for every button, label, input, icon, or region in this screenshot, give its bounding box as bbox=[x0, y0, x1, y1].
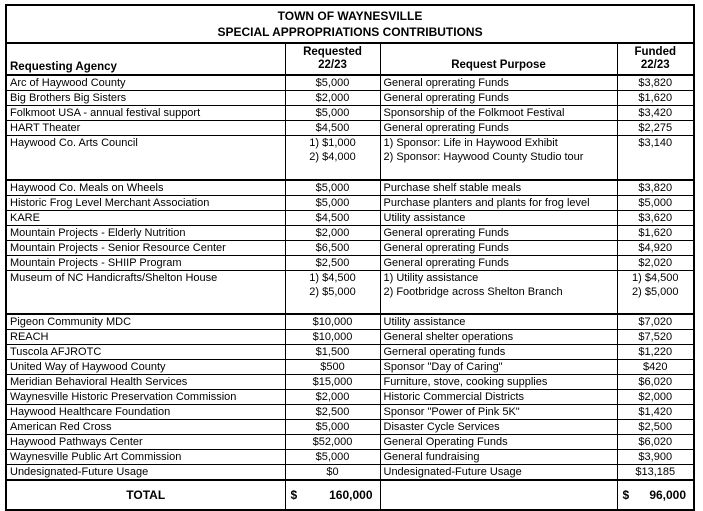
agency-cell: Undesignated-Future Usage bbox=[6, 465, 285, 481]
purpose-cell: Gerneral operating funds bbox=[380, 345, 617, 360]
total-label: TOTAL bbox=[6, 480, 285, 510]
table-header-row bbox=[6, 43, 694, 75]
funded-cell: $3,820 bbox=[617, 180, 694, 196]
purpose-cell: General Operating Funds bbox=[380, 435, 617, 450]
purpose-cell: Sponsor "Power of Pink 5K" bbox=[380, 405, 617, 420]
funded-cell: $1,620 bbox=[617, 91, 694, 106]
funded-cell: $3,140 bbox=[617, 136, 694, 180]
table-row bbox=[6, 75, 694, 91]
total-purpose-cell-empty bbox=[380, 480, 617, 510]
funded-cell: $2,275 bbox=[617, 121, 694, 136]
purpose-cell: Sponsorship of the Folkmoot Festival bbox=[380, 106, 617, 121]
funded-cell: $3,620 bbox=[617, 210, 694, 225]
requested-cell: $5,000 bbox=[285, 106, 380, 121]
requested-cell: $5,000 bbox=[285, 180, 380, 196]
total-row bbox=[6, 480, 694, 510]
agency-cell: Meridian Behavioral Health Services bbox=[6, 375, 285, 390]
table-body bbox=[6, 75, 694, 480]
purpose-cell: Purchase shelf stable meals bbox=[380, 180, 617, 196]
table-row bbox=[6, 405, 694, 420]
table-row bbox=[6, 210, 694, 225]
purpose-cell: Undesignated-Future Usage bbox=[380, 465, 617, 481]
purpose-cell: Sponsor "Day of Caring" bbox=[380, 360, 617, 375]
requested-cell: 1) $4,500 2) $5,000 bbox=[285, 270, 380, 314]
requested-cell: $5,000 bbox=[285, 420, 380, 435]
funded-cell: $3,900 bbox=[617, 450, 694, 465]
funded-cell: $1,620 bbox=[617, 225, 694, 240]
funded-cell: $6,020 bbox=[617, 435, 694, 450]
agency-cell: Museum of NC Handicrafts/Shelton House bbox=[6, 270, 285, 314]
header-requesting-agency: Requesting Agency bbox=[6, 43, 285, 75]
table-row bbox=[6, 255, 694, 270]
requested-cell: $2,000 bbox=[285, 225, 380, 240]
purpose-cell: 1) Utility assistance 2) Footbridge across Shelton Branch bbox=[380, 270, 617, 314]
requested-cell: $2,500 bbox=[285, 405, 380, 420]
purpose-cell: General oprerating Funds bbox=[380, 225, 617, 240]
header-requested: Requested 22/23 bbox=[285, 43, 380, 75]
purpose-cell: Furniture, stove, cooking supplies bbox=[380, 375, 617, 390]
requested-cell: $2,000 bbox=[285, 390, 380, 405]
requested-cell: 1) $1,000 2) $4,000 bbox=[285, 136, 380, 180]
funded-cell: $13,185 bbox=[617, 465, 694, 481]
total-requested-currency: $ bbox=[290, 488, 298, 502]
table-row bbox=[6, 330, 694, 345]
title-line-2: SPECIAL APPROPRIATIONS CONTRIBUTIONS bbox=[217, 25, 483, 39]
agency-cell: Haywood Co. Meals on Wheels bbox=[6, 180, 285, 196]
purpose-cell: Disaster Cycle Services bbox=[380, 420, 617, 435]
agency-cell: Tuscola AFJROTC bbox=[6, 345, 285, 360]
table-row bbox=[6, 91, 694, 106]
agency-cell: Haywood Pathways Center bbox=[6, 435, 285, 450]
table-row bbox=[6, 180, 694, 196]
table-row bbox=[6, 195, 694, 210]
purpose-cell: Purchase planters and plants for frog level bbox=[380, 195, 617, 210]
table-row bbox=[6, 225, 694, 240]
funded-cell: $1,220 bbox=[617, 345, 694, 360]
table-row bbox=[6, 450, 694, 465]
table-row bbox=[6, 390, 694, 405]
agency-cell: HART Theater bbox=[6, 121, 285, 136]
table-row bbox=[6, 121, 694, 136]
table-row bbox=[6, 240, 694, 255]
funded-cell: $2,000 bbox=[617, 390, 694, 405]
funded-cell: $5,000 bbox=[617, 195, 694, 210]
requested-cell: $1,500 bbox=[285, 345, 380, 360]
purpose-cell: Utility assistance bbox=[380, 210, 617, 225]
funded-cell: $3,420 bbox=[617, 106, 694, 121]
table-row bbox=[6, 345, 694, 360]
requested-cell: $10,000 bbox=[285, 314, 380, 330]
agency-cell: Waynesville Historic Preservation Commission bbox=[6, 390, 285, 405]
table-row bbox=[6, 106, 694, 121]
requested-cell: $2,000 bbox=[285, 91, 380, 106]
appropriations-table-wrap bbox=[5, 4, 693, 511]
table-row bbox=[6, 360, 694, 375]
requested-cell: $2,500 bbox=[285, 255, 380, 270]
agency-cell: American Red Cross bbox=[6, 420, 285, 435]
agency-cell: United Way of Haywood County bbox=[6, 360, 285, 375]
purpose-cell: Utility assistance bbox=[380, 314, 617, 330]
requested-cell: $15,000 bbox=[285, 375, 380, 390]
requested-cell: $500 bbox=[285, 360, 380, 375]
purpose-cell: Historic Commercial Districts bbox=[380, 390, 617, 405]
header-request-purpose: Request Purpose bbox=[380, 43, 617, 75]
agency-cell: Historic Frog Level Merchant Association bbox=[6, 195, 285, 210]
funded-cell: $6,020 bbox=[617, 375, 694, 390]
agency-cell: Folkmoot USA - annual festival support bbox=[6, 106, 285, 121]
requested-cell: $0 bbox=[285, 465, 380, 481]
total-funded-currency: $ bbox=[622, 488, 630, 502]
total-funded-amount: 96,000 bbox=[649, 488, 687, 502]
agency-cell: Big Brothers Big Sisters bbox=[6, 91, 285, 106]
requested-cell: $5,000 bbox=[285, 195, 380, 210]
purpose-cell: General fundraising bbox=[380, 450, 617, 465]
agency-cell: REACH bbox=[6, 330, 285, 345]
funded-cell: $1,420 bbox=[617, 405, 694, 420]
purpose-cell: General oprerating Funds bbox=[380, 240, 617, 255]
requested-cell: $10,000 bbox=[285, 330, 380, 345]
requested-cell: $4,500 bbox=[285, 121, 380, 136]
table-row bbox=[6, 314, 694, 330]
funded-cell: 1) $4,500 2) $5,000 bbox=[617, 270, 694, 314]
requested-cell: $5,000 bbox=[285, 75, 380, 91]
requested-cell: $5,000 bbox=[285, 450, 380, 465]
funded-cell: $2,020 bbox=[617, 255, 694, 270]
purpose-cell: General oprerating Funds bbox=[380, 255, 617, 270]
funded-cell: $7,020 bbox=[617, 314, 694, 330]
agency-cell: KARE bbox=[6, 210, 285, 225]
table-row bbox=[6, 435, 694, 450]
header-funded: Funded 22/23 bbox=[617, 43, 694, 75]
requested-cell: $6,500 bbox=[285, 240, 380, 255]
agency-cell: Waynesville Public Art Commission bbox=[6, 450, 285, 465]
table-row bbox=[6, 136, 694, 180]
total-requested-amount: 160,000 bbox=[329, 488, 373, 502]
purpose-cell: General oprerating Funds bbox=[380, 75, 617, 91]
agency-cell: Mountain Projects - Elderly Nutrition bbox=[6, 225, 285, 240]
funded-cell: $7,520 bbox=[617, 330, 694, 345]
table-title bbox=[6, 5, 694, 43]
funded-cell: $2,500 bbox=[617, 420, 694, 435]
title-line-1: TOWN OF WAYNESVILLE bbox=[277, 9, 423, 23]
agency-cell: Pigeon Community MDC bbox=[6, 314, 285, 330]
total-requested-cell bbox=[285, 480, 380, 510]
total-funded-cell bbox=[617, 480, 694, 510]
funded-cell: $420 bbox=[617, 360, 694, 375]
table-row bbox=[6, 270, 694, 314]
requested-cell: $52,000 bbox=[285, 435, 380, 450]
purpose-cell: General oprerating Funds bbox=[380, 91, 617, 106]
purpose-cell: General shelter operations bbox=[380, 330, 617, 345]
table-row bbox=[6, 465, 694, 481]
funded-cell: $4,920 bbox=[617, 240, 694, 255]
appropriations-table bbox=[5, 4, 695, 511]
funded-cell: $3,820 bbox=[617, 75, 694, 91]
requested-cell: $4,500 bbox=[285, 210, 380, 225]
table-row bbox=[6, 375, 694, 390]
table-row bbox=[6, 420, 694, 435]
purpose-cell: General oprerating Funds bbox=[380, 121, 617, 136]
agency-cell: Haywood Healthcare Foundation bbox=[6, 405, 285, 420]
agency-cell: Arc of Haywood County bbox=[6, 75, 285, 91]
purpose-cell: 1) Sponsor: Life in Haywood Exhibit 2) Sponsor: Haywood County Studio tour bbox=[380, 136, 617, 180]
agency-cell: Mountain Projects - Senior Resource Center bbox=[6, 240, 285, 255]
agency-cell: Haywood Co. Arts Council bbox=[6, 136, 285, 180]
agency-cell: Mountain Projects - SHIIP Program bbox=[6, 255, 285, 270]
